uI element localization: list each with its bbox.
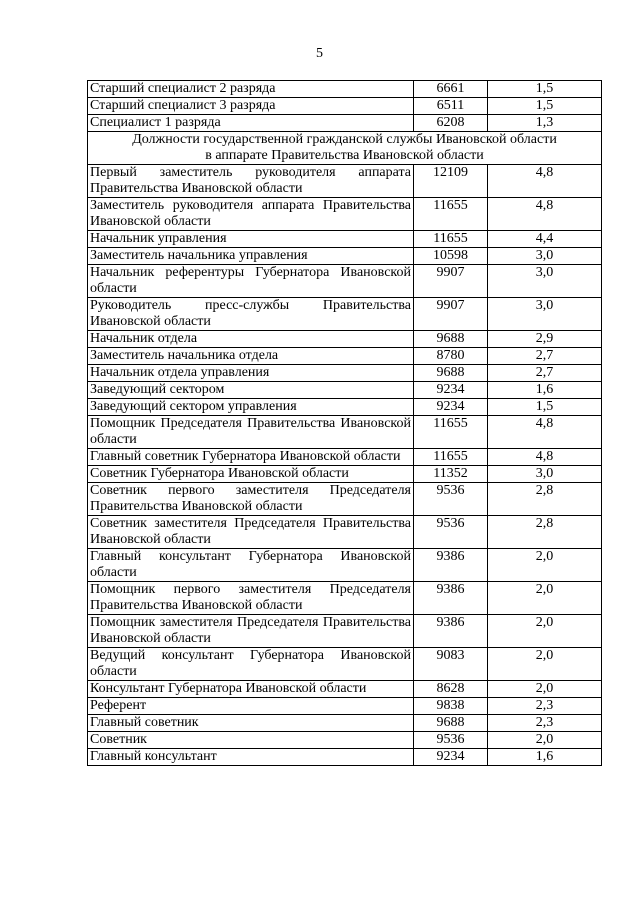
coefficient-cell: 4,8: [488, 416, 602, 449]
salary-cell: 11352: [414, 466, 488, 483]
position-name-cell: Первый заместитель руководителя аппарата Правительства Ивановской области: [88, 165, 414, 198]
coefficient-cell: 3,0: [488, 265, 602, 298]
coefficient-cell: 2,8: [488, 483, 602, 516]
table-row: [88, 466, 602, 483]
section-header-line1: Должности государственной гражданской службы Ивановской области: [132, 132, 557, 147]
coefficient-cell: 4,8: [488, 198, 602, 231]
coefficient-cell: 4,4: [488, 231, 602, 248]
section-header: [88, 132, 602, 165]
position-name-cell: Начальник управления: [88, 231, 414, 248]
table-row: [88, 582, 602, 615]
position-name-cell: Помощник заместителя Председателя Правительства Ивановской области: [88, 615, 414, 648]
coefficient-cell: 1,3: [488, 115, 602, 132]
position-name-cell: Главный консультант Губернатора Ивановской области: [88, 549, 414, 582]
coefficient-cell: 4,8: [488, 449, 602, 466]
coefficient-cell: 2,3: [488, 698, 602, 715]
salary-cell: 9688: [414, 715, 488, 732]
table-row: [88, 265, 602, 298]
salary-cell: 9907: [414, 298, 488, 331]
position-name-cell: Советник заместителя Председателя Правительства Ивановской области: [88, 516, 414, 549]
position-name-cell: Ведущий консультант Губернатора Ивановской области: [88, 648, 414, 681]
coefficient-cell: 2,0: [488, 615, 602, 648]
table-row: [88, 449, 602, 466]
salary-table: [87, 80, 602, 766]
position-name-cell: Главный консультант: [88, 749, 414, 766]
table-row: [88, 698, 602, 715]
position-name-cell: Главный советник: [88, 715, 414, 732]
coefficient-cell: 2,0: [488, 648, 602, 681]
table-row: [88, 198, 602, 231]
table-row: [88, 549, 602, 582]
coefficient-cell: 3,0: [488, 298, 602, 331]
section-header-line2: в аппарате Правительства Ивановской области: [205, 148, 484, 163]
page-number: 5: [316, 46, 323, 61]
position-name-cell: Советник Губернатора Ивановской области: [88, 466, 414, 483]
salary-cell: 9234: [414, 399, 488, 416]
salary-cell: 6511: [414, 98, 488, 115]
section-header-body: [88, 132, 602, 165]
table-row: [88, 648, 602, 681]
coefficient-cell: 1,6: [488, 749, 602, 766]
table-row: [88, 298, 602, 331]
salary-cell: 9386: [414, 549, 488, 582]
coefficient-cell: 2,8: [488, 516, 602, 549]
coefficient-cell: 4,8: [488, 165, 602, 198]
table-row: [88, 715, 602, 732]
salary-cell: 6208: [414, 115, 488, 132]
position-name-cell: Начальник отдела: [88, 331, 414, 348]
salary-cell: 9688: [414, 331, 488, 348]
salary-cell: 12109: [414, 165, 488, 198]
position-name-cell: Советник первого заместителя Председателя Правительства Ивановской области: [88, 483, 414, 516]
coefficient-cell: 2,7: [488, 348, 602, 365]
position-name-cell: Главный советник Губернатора Ивановской области: [88, 449, 414, 466]
position-name-cell: Заместитель начальника управления: [88, 248, 414, 265]
salary-cell: 9386: [414, 582, 488, 615]
coefficient-cell: 2,9: [488, 331, 602, 348]
salary-cell: 8780: [414, 348, 488, 365]
position-name-cell: Начальник референтуры Губернатора Ивановской области: [88, 265, 414, 298]
position-name-cell: Заместитель руководителя аппарата Правительства Ивановской области: [88, 198, 414, 231]
coefficient-cell: 3,0: [488, 466, 602, 483]
coefficient-cell: 3,0: [488, 248, 602, 265]
table-row: [88, 231, 602, 248]
table-row: [88, 348, 602, 365]
position-name-cell: Старший специалист 2 разряда: [88, 81, 414, 98]
salary-cell: 9907: [414, 265, 488, 298]
salary-cell: 9386: [414, 615, 488, 648]
position-name-cell: Помощник Председателя Правительства Ивановской области: [88, 416, 414, 449]
salary-cell: 9234: [414, 382, 488, 399]
table-row: [88, 681, 602, 698]
coefficient-cell: 1,5: [488, 98, 602, 115]
table-row: [88, 81, 602, 98]
position-name-cell: Заведующий сектором: [88, 382, 414, 399]
table-row: [88, 399, 602, 416]
position-name-cell: Помощник первого заместителя Председателя Правительства Ивановской области: [88, 582, 414, 615]
salary-cell: 9688: [414, 365, 488, 382]
coefficient-cell: 2,7: [488, 365, 602, 382]
salary-cell: 9838: [414, 698, 488, 715]
position-name-cell: Советник: [88, 732, 414, 749]
position-name-cell: Заместитель начальника отдела: [88, 348, 414, 365]
table-row: [88, 98, 602, 115]
salary-cell: 9083: [414, 648, 488, 681]
salary-cell: 11655: [414, 416, 488, 449]
table-row: [88, 516, 602, 549]
table-body-top: [88, 81, 602, 132]
salary-cell: 9234: [414, 749, 488, 766]
position-name-cell: Руководитель пресс-службы Правительства Ивановской области: [88, 298, 414, 331]
coefficient-cell: 2,0: [488, 582, 602, 615]
salary-cell: 9536: [414, 516, 488, 549]
coefficient-cell: 2,3: [488, 715, 602, 732]
coefficient-cell: 1,5: [488, 399, 602, 416]
salary-cell: 11655: [414, 198, 488, 231]
table-row: [88, 165, 602, 198]
table-row: [88, 732, 602, 749]
salary-cell: 6661: [414, 81, 488, 98]
table-row: [88, 331, 602, 348]
position-name-cell: Консультант Губернатора Ивановской области: [88, 681, 414, 698]
coefficient-cell: 1,6: [488, 382, 602, 399]
position-name-cell: Начальник отдела управления: [88, 365, 414, 382]
salary-cell: 11655: [414, 449, 488, 466]
section-header-row: [88, 132, 602, 165]
table-row: [88, 365, 602, 382]
table-row: [88, 115, 602, 132]
position-name-cell: Старший специалист 3 разряда: [88, 98, 414, 115]
table-row: [88, 416, 602, 449]
position-name-cell: Заведующий сектором управления: [88, 399, 414, 416]
position-name-cell: Референт: [88, 698, 414, 715]
table-body-main: [88, 165, 602, 766]
salary-cell: 10598: [414, 248, 488, 265]
coefficient-cell: 2,0: [488, 732, 602, 749]
coefficient-cell: 1,5: [488, 81, 602, 98]
coefficient-cell: 2,0: [488, 549, 602, 582]
salary-cell: 9536: [414, 483, 488, 516]
salary-cell: 8628: [414, 681, 488, 698]
position-name-cell: Специалист 1 разряда: [88, 115, 414, 132]
table-row: [88, 615, 602, 648]
salary-cell: 9536: [414, 732, 488, 749]
salary-cell: 11655: [414, 231, 488, 248]
table-row: [88, 483, 602, 516]
coefficient-cell: 2,0: [488, 681, 602, 698]
table-row: [88, 382, 602, 399]
table-row: [88, 248, 602, 265]
table-row: [88, 749, 602, 766]
